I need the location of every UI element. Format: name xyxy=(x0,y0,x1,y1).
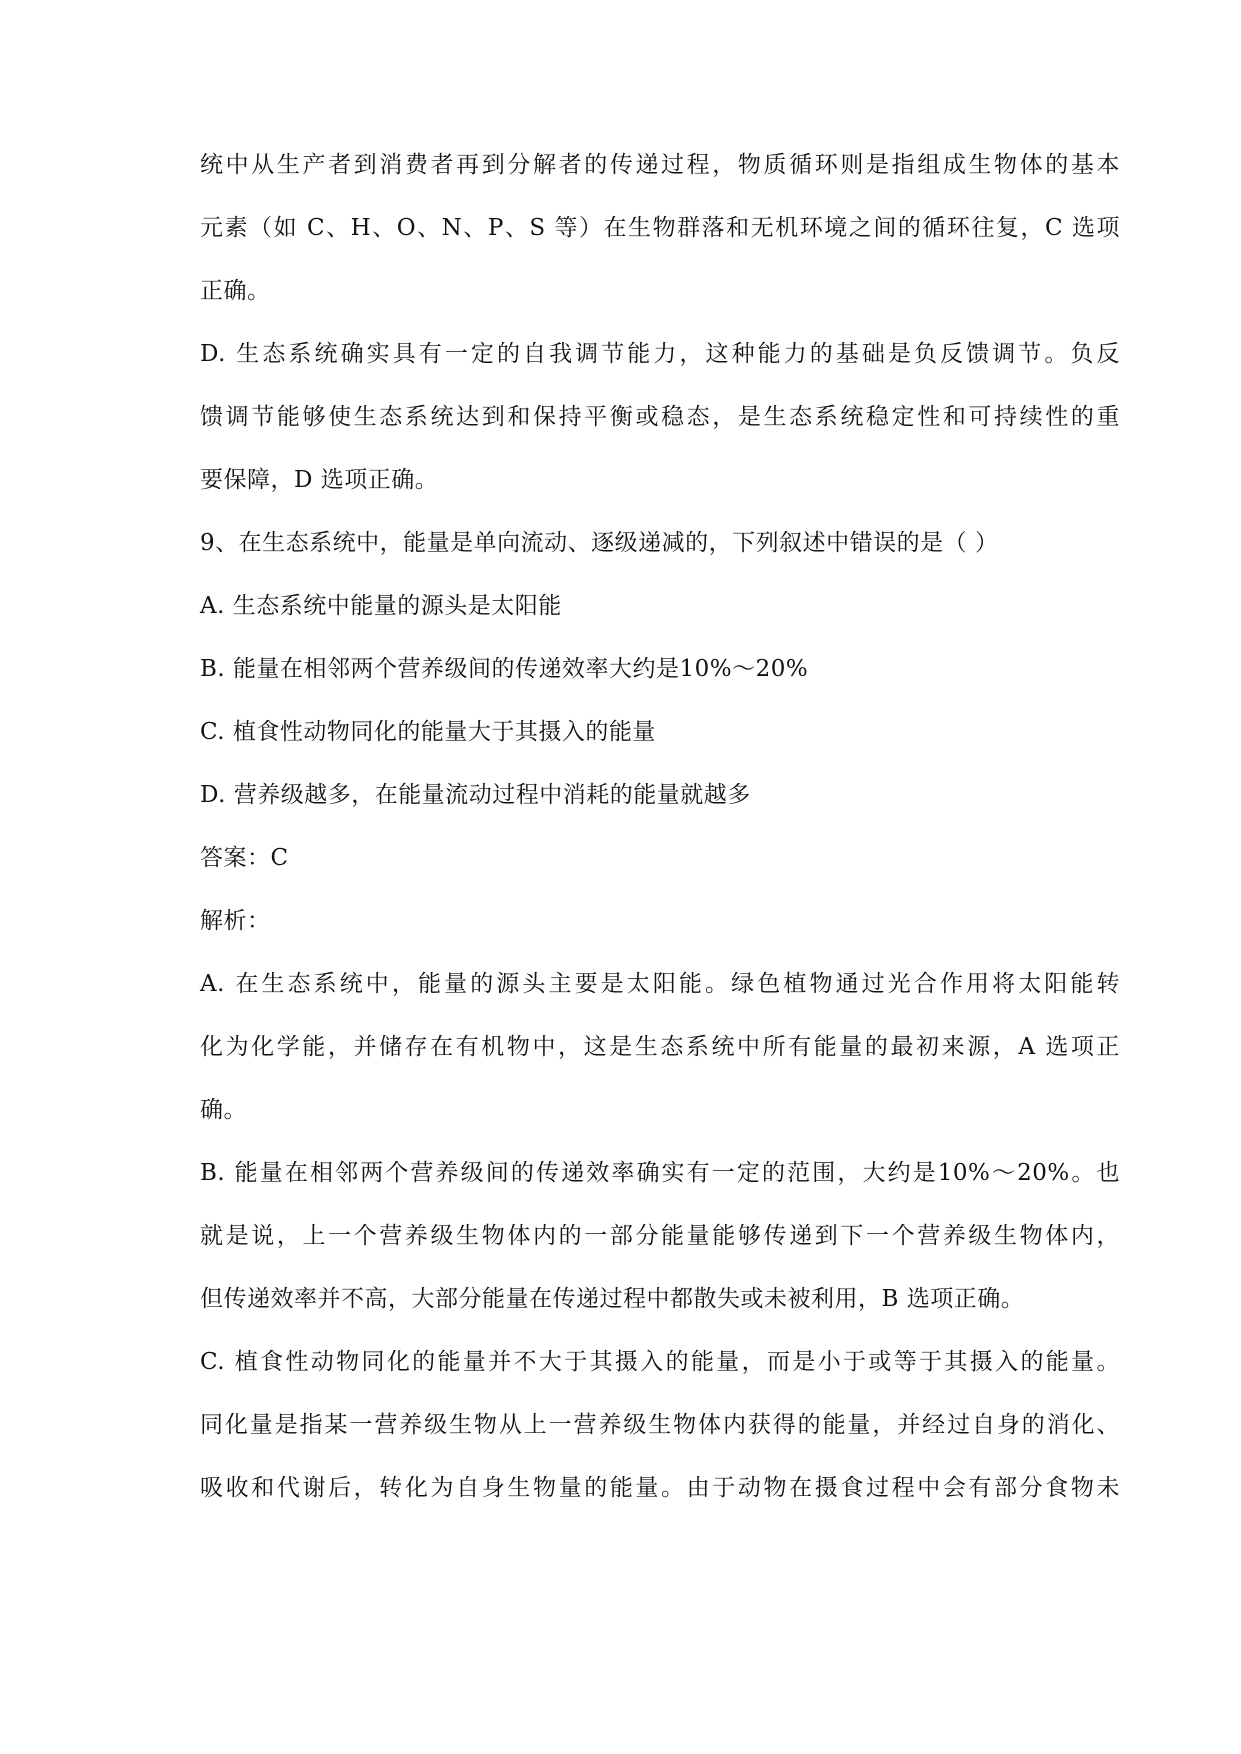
text-line: 正确。 xyxy=(200,278,271,304)
text-line: 确。 xyxy=(200,1097,247,1123)
analysis-c: C. 植食性动物同化的能量并不大于其摄入的能量，而是小于或等于其摄入的能量。 xyxy=(200,1349,1120,1375)
text-line: 化为化学能，并储存在有机物中，这是生态系统中所有能量的最初来源，A 选项正 xyxy=(200,1034,1120,1060)
option-a: A. 生态系统中能量的源头是太阳能 xyxy=(200,593,562,619)
text-line: 但传递效率并不高，大部分能量在传递过程中都散失或未被利用，B 选项正确。 xyxy=(200,1286,1025,1312)
text-line: 元素（如 C、H、O、N、P、S 等）在生物群落和无机环境之间的循环往复，C 选项 xyxy=(200,215,1120,241)
analysis-b: B. 能量在相邻两个营养级间的传递效率确实有一定的范围，大约是10%～20%。也 xyxy=(200,1160,1120,1186)
option-d-explanation: D. 生态系统确实具有一定的自我调节能力，这种能力的基础是负反馈调节。负反 xyxy=(200,341,1120,367)
text-line: 就是说，上一个营养级生物体内的一部分能量能够传递到下一个营养级生物体内， xyxy=(200,1223,1120,1249)
analysis-heading: 解析： xyxy=(200,908,271,934)
option-c: C. 植食性动物同化的能量大于其摄入的能量 xyxy=(200,719,656,745)
answer: 答案：C xyxy=(200,845,289,871)
text-line: 吸收和代谢后，转化为自身生物量的能量。由于动物在摄食过程中会有部分食物未 xyxy=(200,1475,1120,1501)
text-line: 要保障，D 选项正确。 xyxy=(200,467,439,493)
text-line: 统中从生产者到消费者再到分解者的传递过程，物质循环则是指组成生物体的基本 xyxy=(200,152,1120,178)
option-d: D. 营养级越多，在能量流动过程中消耗的能量就越多 xyxy=(200,782,751,808)
text-line: 馈调节能够使生态系统达到和保持平衡或稳态，是生态系统稳定性和可持续性的重 xyxy=(200,404,1120,430)
text-line: 同化量是指某一营养级生物从上一营养级生物体内获得的能量，并经过自身的消化、 xyxy=(200,1412,1120,1438)
question-9: 9、在生态系统中，能量是单向流动、逐级递减的，下列叙述中错误的是（ ） xyxy=(200,530,999,556)
option-b: B. 能量在相邻两个营养级间的传递效率大约是10%～20% xyxy=(200,656,809,682)
analysis-a: A. 在生态系统中，能量的源头主要是太阳能。绿色植物通过光合作用将太阳能转 xyxy=(200,971,1120,997)
